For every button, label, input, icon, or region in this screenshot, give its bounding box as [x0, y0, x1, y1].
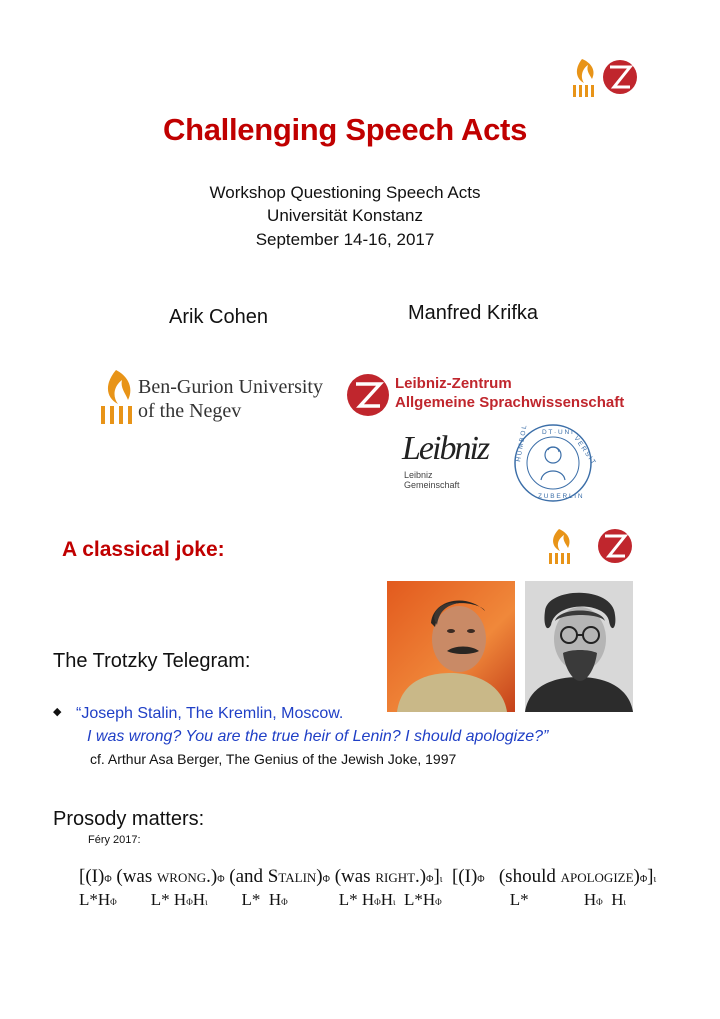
formula-token: ) — [316, 866, 323, 887]
tone-subscript: ι — [623, 897, 626, 907]
formula-subscript: Φ — [322, 874, 330, 885]
bgu-flame-icon — [573, 59, 594, 97]
formula-token: (was — [329, 866, 376, 887]
author-krifka: Manfred Krifka — [408, 302, 539, 324]
bgu-name-line2: of the Negev — [138, 400, 242, 422]
leibniz-logo — [400, 430, 495, 492]
tone-subscript: Φ — [374, 897, 381, 907]
formula-subscript: ι — [439, 874, 443, 885]
bgu-flame-icon — [101, 370, 132, 424]
formula-subscript: Φ — [104, 874, 112, 885]
formula-token: TALIN — [278, 870, 317, 885]
formula-token: [(I) — [442, 866, 478, 887]
tone-token: H — [380, 890, 394, 909]
university-name: Universität Konstanz — [267, 206, 423, 225]
author-cohen: Arik Cohen — [169, 306, 268, 328]
phrasing-row — [79, 866, 656, 888]
tone-subscript: Φ — [596, 897, 603, 907]
zas-name-line2: Allgemeine Sprachwissenschaft — [395, 394, 625, 411]
humboldt-seal-icon — [515, 424, 597, 501]
tone-subscript: Φ — [110, 897, 117, 907]
zas-logo-icon — [347, 374, 389, 416]
tone-subscript: ι — [205, 897, 208, 907]
formula-token: WRONG — [157, 870, 207, 885]
formula-subscript: Φ — [639, 874, 648, 885]
formula-token: APOLOGIZE — [560, 870, 634, 885]
quote-line-2: I was wrong? You are the true heir of Lenin? I should apologize?” — [87, 728, 549, 745]
fery-reference: Féry 2017: — [88, 834, 141, 846]
prosody-formula — [79, 866, 656, 910]
formula-token: [(I) — [79, 866, 105, 887]
prosody-title: Prosody matters: — [53, 808, 205, 830]
svg-text:V E R S I T: V E R S I T — [572, 435, 597, 466]
tone-subscript: ι — [393, 897, 396, 907]
telegram-title: The Trotzky Telegram: — [53, 650, 251, 672]
formula-token: (was — [111, 866, 158, 887]
formula-token: .) — [206, 866, 218, 887]
page-title: Challenging Speech Acts — [162, 112, 528, 147]
workshop-name: Workshop Questioning Speech Acts — [209, 183, 481, 202]
formula-subscript: Φ — [217, 874, 225, 885]
leibniz-signature: Leibniz — [402, 430, 489, 467]
tone-token: L* H — [441, 890, 597, 909]
svg-text:Z U B E R L I N: Z U B E R L I N — [538, 493, 583, 500]
leibniz-small-line1: Leibniz — [404, 470, 433, 480]
bgu-logo — [98, 368, 328, 428]
svg-text:H U M B O L: H U M B O L — [515, 424, 529, 463]
header-logo-pair — [570, 55, 640, 101]
zas-name-line1: Leibniz-Zentrum — [395, 375, 512, 392]
tone-token: H — [602, 890, 624, 909]
tone-token: L* H — [116, 890, 187, 909]
tone-row — [79, 890, 656, 910]
tone-subscript: Φ — [186, 897, 193, 907]
tone-token: L*H — [79, 890, 111, 909]
formula-subscript: ι — [653, 874, 657, 885]
tone-token: L*H — [395, 890, 436, 909]
workshop-date: September 14-16, 2017 — [255, 230, 435, 249]
tone-token: L* H — [207, 890, 282, 909]
formula-token: (and S — [224, 866, 279, 887]
citation: cf. Arthur Asa Berger, The Genius of the Jewish Joke, 1997 — [90, 751, 457, 767]
formula-subscript: Φ — [426, 874, 434, 885]
formula-token: .) — [415, 866, 427, 887]
tone-subscript: Φ — [281, 897, 288, 907]
tone-token: H — [192, 890, 206, 909]
bullet-diamond-icon: ◆ — [53, 706, 62, 718]
formula-token: RIGHT — [375, 870, 416, 885]
humboldt-seal — [512, 422, 597, 509]
leibniz-small-line2: Gemeinschaft — [404, 480, 460, 490]
bgu-name-line1: Ben-Gurion University — [138, 376, 323, 398]
tone-subscript: Φ — [435, 897, 442, 907]
quote-line-1: “Joseph Stalin, The Kremlin, Moscow. — [76, 705, 344, 722]
svg-text:D T · U N I: D T · U N I — [542, 429, 573, 436]
section-heading: A classical joke: — [62, 538, 225, 561]
formula-subscript: Φ — [477, 874, 485, 885]
tone-token: L* H — [287, 890, 375, 909]
formula-token: ] — [647, 866, 654, 887]
stalin-portrait — [387, 581, 515, 712]
formula-token: ) — [633, 866, 640, 887]
zas-logo — [345, 372, 625, 422]
trotsky-portrait — [525, 581, 633, 712]
zas-logo-icon — [603, 60, 637, 94]
bgu-flame-icon — [549, 529, 570, 564]
formula-token: ] — [433, 866, 440, 887]
zas-logo-icon — [598, 529, 632, 563]
formula-token: (should — [484, 866, 561, 887]
slide2-logo-pair — [545, 527, 637, 567]
